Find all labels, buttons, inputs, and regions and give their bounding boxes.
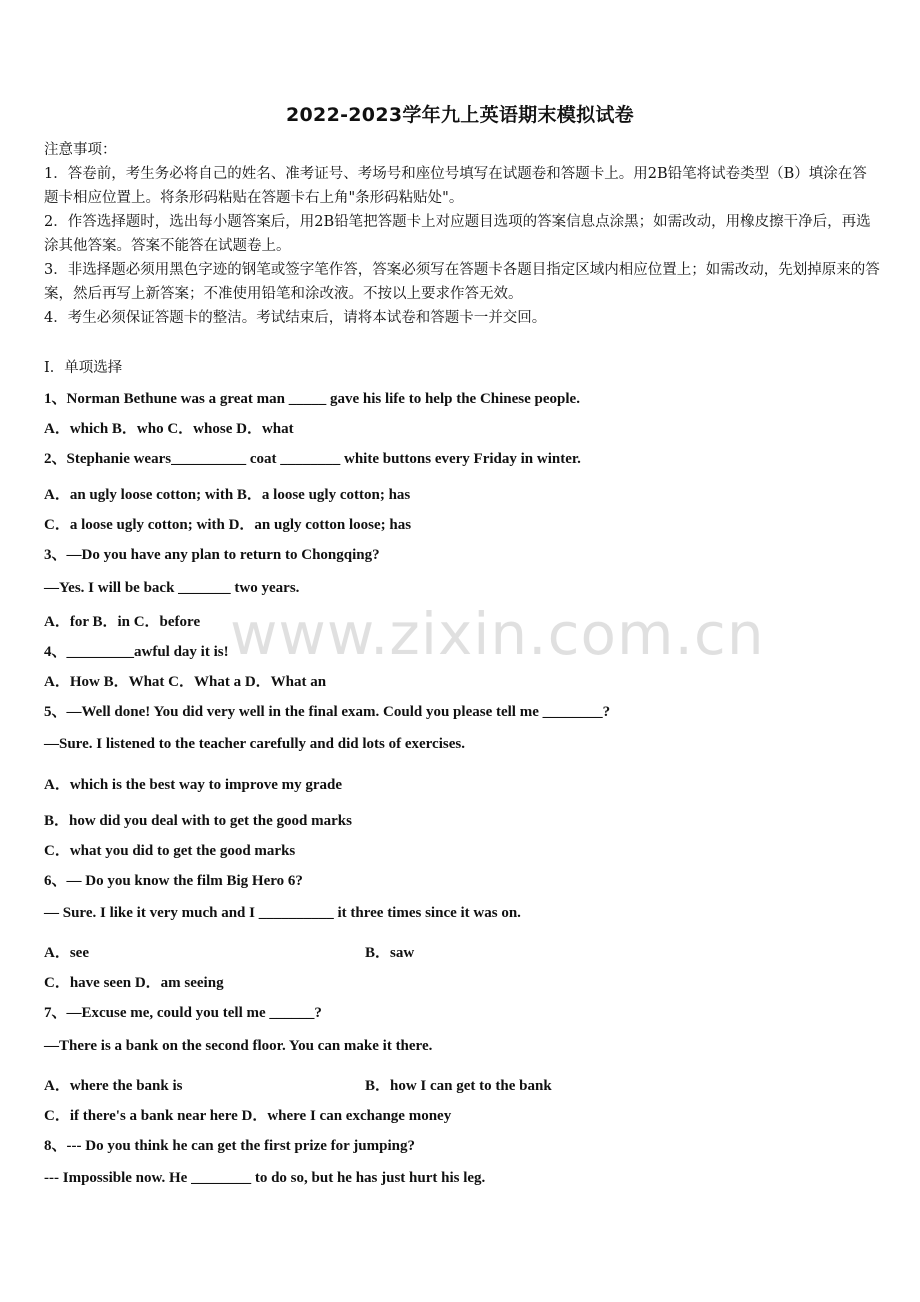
question-8: 8、--- Do you think he can get the first prize for jumping?: [44, 1138, 415, 1154]
option-5b: B．how did you deal with to get the good marks: [44, 813, 352, 829]
option-5a: A．which is the best way to improve my grade: [44, 777, 343, 793]
note-item: 3．非选择题必须用黑色字迹的钢笔或签字笔作答，答案必须写在答题卡各题目指定区域内相应位置上；如需改动，先划掉原来的答案，然后再写上新答案；不准使用铅笔和涂改液。不按以上要求作答无效。: [44, 262, 880, 302]
question-5-reply: —Sure. I listened to the teacher carefully and did lots of exercises.: [44, 736, 465, 752]
option-6a: A．see: [44, 945, 89, 961]
question-3-reply: —Yes. I will be back _______ two years.: [44, 580, 300, 596]
question-4: 4、_________awful day it is!: [44, 644, 229, 660]
option-6b: B．saw: [365, 945, 415, 961]
watermark: www.zixin.com.cn: [230, 600, 765, 668]
question-1: 1、Norman Bethune was a great man _____ gave his life to help the Chinese people.: [44, 391, 580, 407]
question-7-reply: —There is a bank on the second floor. You can make it there.: [44, 1038, 433, 1054]
options-1: A．which B．who C．whose D．what: [44, 421, 294, 437]
option-5c: C．what you did to get the good marks: [44, 843, 296, 859]
options-3: A．for B．in C．before: [44, 614, 201, 630]
note-item: 4．考生必须保证答题卡的整洁。考试结束后，请将本试卷和答题卡一并交回。: [44, 310, 547, 326]
section-heading: Ⅰ．单项选择: [44, 360, 123, 376]
question-6: 6、— Do you know the film Big Hero 6?: [44, 873, 303, 889]
options-2a: A．an ugly loose cotton; with B．a loose ugly cotton; has: [44, 487, 411, 503]
question-5: 5、—Well done! You did very well in the final exam. Could you please tell me ________?: [44, 704, 611, 720]
exam-title: 2022-2023学年九上英语期末模拟试卷: [286, 104, 634, 126]
note-item: 2．作答选择题时，选出每小题答案后，用2B铅笔把答题卡上对应题目选项的答案信息点涂黑；如需改动，用橡皮擦干净后，再选涂其他答案。答案不能答在试题卷上。: [44, 214, 871, 254]
options-7c: C．if there's a bank near here D．where I can exchange money: [44, 1108, 452, 1124]
options-4: A．How B．What C．What a D．What an: [44, 674, 327, 690]
question-8-reply: --- Impossible now. He ________ to do so, but he has just hurt his leg.: [44, 1170, 486, 1186]
options-2b: C．a loose ugly cotton; with D．an ugly cotton loose; has: [44, 517, 412, 533]
option-7a: A．where the bank is: [44, 1078, 183, 1094]
note-item: 1．答卷前，考生务必将自己的姓名、准考证号、考场号和座位号填写在试题卷和答题卡上。用2B铅笔将试卷类型（B）填涂在答题卡相应位置上。将条形码粘贴在答题卡右上角"条形码粘贴处"。: [44, 166, 867, 206]
question-3: 3、—Do you have any plan to return to Chongqing?: [44, 547, 380, 563]
option-7b: B．how I can get to the bank: [365, 1078, 552, 1094]
options-6c: C．have seen D．am seeing: [44, 975, 224, 991]
notes-block: [44, 138, 880, 330]
question-2: 2、Stephanie wears__________ coat ________ white buttons every Friday in winter.: [44, 451, 581, 467]
notes-heading: 注意事项：: [44, 142, 117, 158]
question-7: 7、—Excuse me, could you tell me ______?: [44, 1005, 322, 1021]
question-6-reply: — Sure. I like it very much and I __________ it three times since it was on.: [44, 905, 521, 921]
